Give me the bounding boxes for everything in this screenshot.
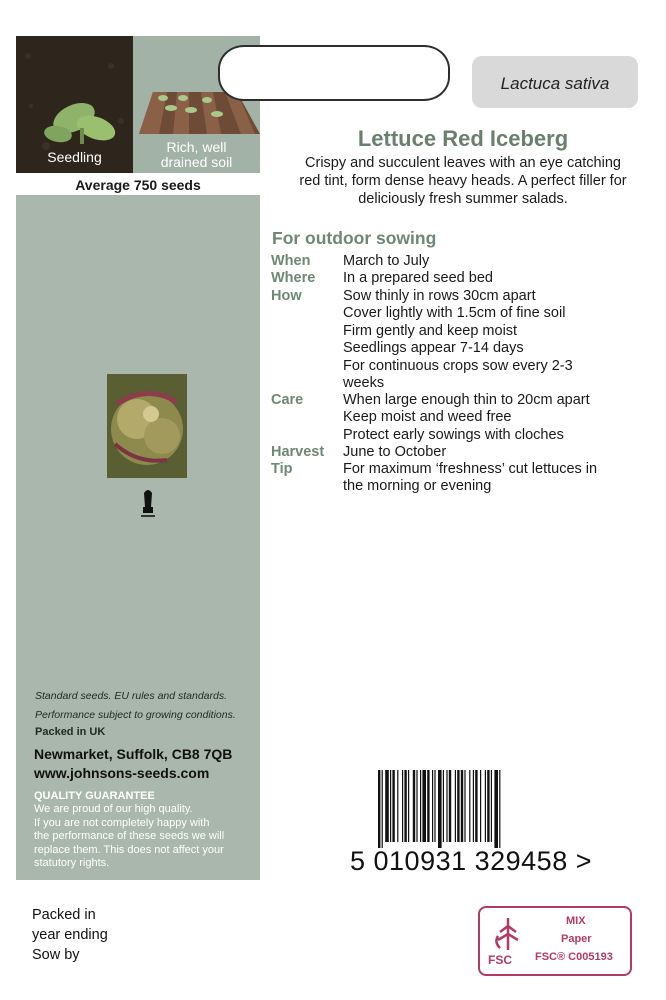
barcode-bar [420, 770, 421, 842]
guarantee-line: If you are not completely happy with [34, 816, 210, 829]
barcode-bar [382, 770, 383, 848]
how-line: Seedlings appear 7-14 days [343, 340, 524, 357]
fsc-mix: MIX [566, 915, 586, 927]
barcode-bar [390, 770, 391, 842]
barcode-bar [385, 770, 389, 842]
how-label: How [271, 288, 302, 304]
product-title: Lettuce Red Iceberg [357, 126, 569, 151]
barcode-bar [455, 770, 456, 842]
seedling-tile [16, 36, 133, 173]
care-text [343, 392, 633, 444]
product-description [262, 154, 664, 208]
care-line: When large enough thin to 20cm apart [343, 392, 590, 408]
barcode-bar [434, 770, 435, 842]
barcode-bar [446, 770, 447, 842]
where-text: In a prepared seed bed [343, 270, 493, 286]
latin-name: Lactuca sativa [500, 74, 610, 93]
tip-line: For maximum ‘freshness’ cut lettuces in [343, 461, 598, 477]
name-oval-blank [218, 45, 450, 101]
packed-in-label: Packed in [32, 907, 96, 923]
barcode-bar [392, 770, 394, 842]
seedling-label: Seedling [47, 149, 102, 165]
barcode-icon [378, 770, 618, 848]
how-line: Cover lightly with 1.5cm of fine soil [343, 305, 566, 322]
barcode-bar [499, 770, 500, 848]
barcode-bar [475, 770, 477, 842]
guarantee-line: statutory rights. [34, 857, 110, 869]
barcode-bar [416, 770, 417, 842]
description-line: red tint, form dense heavy heads. A perfect filler for [299, 173, 627, 189]
barcode-bar [408, 770, 409, 842]
guarantee-title: QUALITY GUARANTEE [34, 790, 155, 802]
how-text [343, 288, 633, 392]
barcode-bar [461, 770, 463, 842]
how-line: Sow thinly in rows 30cm apart [343, 288, 536, 304]
barcode-bar [485, 770, 486, 842]
barcode-bar [473, 770, 474, 842]
barcode-bar [404, 770, 406, 842]
seed-count: Average 750 seeds [75, 177, 201, 193]
barcode-bar [457, 770, 459, 842]
disclaimer-line1: Standard seeds. EU rules and standards. [35, 690, 228, 702]
description-line: deliciously fresh summer salads. [358, 191, 568, 207]
address-line: Newmarket, Suffolk, CB8 7QB [34, 746, 233, 762]
sowing-section-title: For outdoor sowing [272, 228, 437, 248]
barcode-bar [469, 770, 470, 842]
packed-in-uk: Packed in UK [35, 726, 106, 738]
tip-text [343, 461, 633, 496]
barcode-bar [432, 770, 433, 842]
barcode-bar [427, 770, 429, 842]
barcode-bar [464, 770, 465, 842]
sow-by-label: Sow by [32, 947, 80, 963]
barcode-bar [487, 770, 489, 842]
lettuce-photo [107, 374, 187, 478]
when-text: March to July [343, 253, 430, 269]
disclaimer-line2: Performance subject to growing conditions. [35, 709, 236, 721]
barcode-bar [480, 770, 481, 842]
guarantee-line: replace them. This does not affect your [34, 843, 224, 856]
barcode-bar [443, 770, 444, 842]
care-line: Protect early sowings with cloches [343, 426, 564, 443]
how-line: For continuous crops sow every 2-3 [343, 357, 573, 374]
guarantee-text [34, 803, 258, 871]
harvest-text: June to October [343, 444, 447, 460]
tip-label: Tip [271, 461, 293, 477]
barcode-bar [397, 770, 398, 842]
barcode-bar [491, 770, 492, 842]
description-line: Crispy and succulent leaves with an eye catching [305, 155, 621, 171]
fsc-paper: Paper [561, 933, 592, 945]
fsc-code: FSC® C005193 [535, 951, 613, 963]
barcode-bar [422, 770, 426, 842]
barcode-bar [402, 770, 403, 842]
guarantee-line: the performance of these seeds we will [34, 830, 225, 842]
when-label: When [271, 253, 311, 269]
where-label: Where [271, 270, 316, 286]
lettuce-image-icon [107, 374, 187, 478]
tip-line: the morning or evening [343, 478, 492, 495]
guarantee-line: We are proud of our high quality. [34, 803, 193, 815]
care-label: Care [271, 392, 304, 408]
care-line: Keep moist and weed free [343, 409, 512, 426]
soil-label-line2: drained soil [160, 154, 233, 170]
fsc-word: FSC [488, 953, 512, 967]
barcode-digits: 5 010931 329458 > [350, 846, 592, 876]
how-line: weeks [343, 375, 385, 392]
barcode-bar [413, 770, 415, 842]
fsc-tree-icon [488, 914, 528, 954]
barcode-bar [494, 770, 498, 848]
barcode-bar [438, 770, 442, 848]
how-line: Firm gently and keep moist [343, 322, 518, 339]
barcode-bar [449, 770, 451, 842]
website-link[interactable]: www.johnsons-seeds.com [34, 765, 210, 781]
brand-logo [138, 487, 158, 519]
year-ending-label: year ending [32, 927, 108, 943]
seed-packet-logo-icon [138, 487, 158, 519]
barcode-bar [378, 770, 380, 848]
harvest-label: Harvest [271, 444, 325, 460]
soil-label-line1: Rich, well [166, 139, 227, 155]
